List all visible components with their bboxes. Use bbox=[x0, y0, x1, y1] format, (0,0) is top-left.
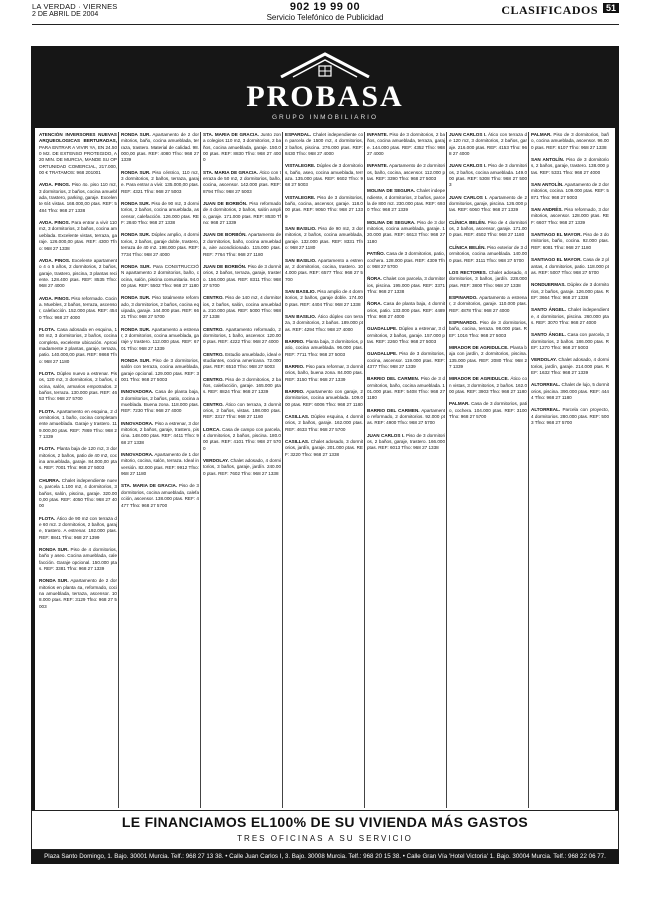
listing-heading: ALTORREAL. bbox=[531, 382, 561, 388]
listing-item bbox=[39, 327, 117, 365]
listing-item bbox=[203, 402, 281, 421]
listing-text: Apartamento de 2 dormitorios, cocina. 109.000 ptas. REF: 5871 Tfno: 968 27 5003 bbox=[531, 182, 609, 200]
listing-item bbox=[203, 352, 281, 371]
listing-item bbox=[449, 163, 527, 188]
listing-heading: AVDA. PINOS. bbox=[39, 295, 70, 301]
listing-item bbox=[121, 452, 199, 477]
listing-text: Piso de 3 dormitorios, 2 baños, terraza, garaje, trastero. 156.000 ptas. REF: 8311 Tfno: 968 27 5700 bbox=[203, 263, 281, 288]
listing-text: Apartamento de 2 dormitorios, garaje, piscina. 126.000 ptas. REF: 6060 Tfno: 968 27 1339 bbox=[449, 194, 527, 213]
listing-text: Dúplex amplio, 4 dormitorios, 2 baños, garaje doble, trastero, terraza de 40 m2. 198.000 ptas. REF: 7734 Tfno: 968 27 4000 bbox=[121, 232, 199, 257]
listing-heading: RONDA SUR. bbox=[121, 169, 151, 175]
listing-text: Piso de 3 dormitorios, baño, cocina amueblada. 101.000 ptas. REF: 5408 Tfno: 968 27 1180 bbox=[367, 376, 445, 401]
listing-heading: RONDA SUR. bbox=[121, 357, 151, 363]
listing-heading: CENTRO. bbox=[203, 401, 224, 407]
listing-item bbox=[531, 232, 609, 251]
listing-heading: JUAN DE BORBÓN. bbox=[203, 232, 247, 238]
listing-heading: ALTORREAL. bbox=[531, 407, 561, 413]
listing-text: Piso totalmente reformado, 3 dormitorios, 2 baños, cocina equipada, garaje. 144.000 ptas. REF: 6621 Tfno: 968 27 5700 bbox=[121, 295, 199, 320]
listing-text: Piso de 3 dormitorios, baño, cocina amueblada, ascensor. 96.000 ptas. REF: 6107 Tfno: 968 27 1338 bbox=[531, 132, 609, 150]
listing-heading: RONDA SUR. bbox=[121, 201, 151, 207]
listing-item bbox=[39, 516, 117, 541]
listing-heading: ÑORA. bbox=[367, 276, 382, 282]
listing-item bbox=[203, 132, 281, 164]
listing-item bbox=[121, 201, 199, 226]
listing-item bbox=[449, 245, 527, 264]
listing-item bbox=[367, 163, 445, 182]
listing-heading: SANTIAGO EL MAYOR. bbox=[531, 232, 582, 238]
newspaper-name: LA VERDAD · VIERNES bbox=[32, 2, 118, 11]
listing-heading: VERDOLAY. bbox=[203, 458, 229, 464]
listing-text: Piso de 3 dormitorios, cocina amueblada, garaje. 120.000 ptas. REF: 6613 Tfno: 968 27 1180 bbox=[367, 219, 445, 244]
listing-text: Chalet adosado, 4 dormitorios, jardín, garaje. 214.000 ptas. REF: 1632 Tfno: 968 27 1339 bbox=[531, 357, 609, 375]
listing-text: Parcela con proyecto, 4 dormitorios. 280.000 ptas. REF: 5003 Tfno: 968 27 5700 bbox=[531, 407, 609, 426]
listing-item bbox=[203, 295, 281, 320]
listing-text: Dúplex de 3 dormitorios, 2 baños, garaje. 126.000 ptas. REF: 3664 Tfno: 968 27 1338 bbox=[531, 282, 609, 300]
listing-text: PARA ENTRAR A VIVIR YA, EN 24.500 M2. DE EXTENSO PROTEGIDO, A 20 MIN. DE MURCIA, MANDE SU OPORTUNIDAD COMERCIAL, 217.000,00 € TRATAMOS: 968 201001 bbox=[39, 144, 117, 176]
listing-heading: RONDA SUR. bbox=[121, 326, 151, 332]
listing-item bbox=[531, 182, 609, 201]
listing-text: Ático con terraza, 3 dormitorios, 2 baños, vistas. 198.000 ptas. REF: 3317 Tfno: 968 27 1180 bbox=[203, 401, 281, 420]
listing-item bbox=[449, 320, 527, 339]
listing-text: Piso para reformar, 3 dormitorios, baño, buena zona. 84.000 ptas. REF: 3150 Tfno: 968 27 1339 bbox=[285, 363, 363, 382]
listing-text: Chalet adosado, 4 dormitorios, 3 baños, jardín. 228.000 ptas. REF: 3800 Tfno: 968 27 1338 bbox=[449, 269, 527, 288]
listing-column bbox=[449, 132, 527, 808]
listing-item bbox=[121, 264, 199, 289]
listing-item bbox=[367, 408, 445, 427]
listing-heading: MIRADOR DE AGRIDULCE. bbox=[449, 376, 509, 382]
listing-item bbox=[285, 258, 363, 283]
listing-item bbox=[367, 301, 445, 320]
listing-text: Piso de 3 dormitorios, cocina amueblada, calefacción, ascensor. 138.000 ptas. REF: 4477 Tfno: 968 27 5700 bbox=[121, 483, 199, 508]
listing-item bbox=[121, 327, 199, 352]
listing-item bbox=[285, 195, 363, 220]
listing-item bbox=[121, 389, 199, 414]
listing-text: Piso de 3 dormitorios, baño, cocina, terraza. 98.000 ptas. REF: 1016 Tfno: 968 27 5003 bbox=[449, 319, 527, 338]
listing-text: Ático de 90 m2 con terraza de 60 m2. 2 dormitorios, 2 baños, garaje, trastero. A estrenar. 192.000 ptas. REF: 8841 Tfno: 968 27 1399 bbox=[39, 515, 117, 540]
listing-text: Estudio amueblado, ideal estudiantes, cocina americana. 72.000 ptas. REF: 6510 Tfno: 968 27 5003 bbox=[203, 351, 281, 370]
listing-item bbox=[449, 132, 527, 157]
listing-item bbox=[203, 377, 281, 396]
listing-text: Piso reformado. Cocina. Muebles, 2 baños, terraza, ascensor, calefacción. 152.000 ptas. REF: 4540 Tfno: 968 27 4000 bbox=[39, 295, 117, 320]
listing-heading: STA. MARIA DE GRACIA. bbox=[203, 132, 259, 137]
listing-text: Apartamento de 1 dormitorio, cocina, salón, terraza. Ideal inversión. 82.000 ptas. REF: 9912 Tfno: 968 27 1180 bbox=[121, 452, 199, 477]
listing-heading: BARRIO. bbox=[285, 389, 305, 394]
banner-subtitle: TRES OFICINAS A SU SERVICIO bbox=[237, 834, 413, 843]
listing-item bbox=[285, 414, 363, 433]
listing-text: Apartamento de 2 dormitorios, baño, cocina amueblada, aire acondicionado. 115.000 ptas. REF: 7764 Tfno: 968 27 1180 bbox=[203, 232, 281, 257]
listing-heading: CENTRO. bbox=[203, 351, 224, 357]
listing-text: Casa de 3 dormitorios, patio, cochera. 104.000 ptas. REF: 3100 Tfno: 968 27 5700 bbox=[449, 401, 527, 420]
listing-text: Casa de 3 dormitorios, patio, cochera. 128.000 ptas. REF: 4309 Tfno: 968 27 5700 bbox=[367, 251, 445, 269]
listing-heading: SAN ANDRÉS. bbox=[531, 207, 563, 213]
listing-item bbox=[121, 232, 199, 257]
listing-item bbox=[449, 376, 527, 395]
logo-tagline: GRUPO INMOBILIARIO bbox=[271, 114, 379, 121]
listing-heading: GUADALUPE. bbox=[367, 351, 398, 357]
listing-item bbox=[367, 220, 445, 245]
listing-text: Apartamento a estrenar, 2 dormitorios, garaje. 110.000 ptas. REF: 4878 Tfno: 968 27 4000 bbox=[449, 294, 527, 313]
header-rule bbox=[32, 24, 619, 25]
listing-text: Chalet con parcela, 3 dormitorios, piscina. 195.000 ptas. REF: 3371 Tfno: 968 27 1338 bbox=[367, 276, 445, 294]
listing-item bbox=[531, 407, 609, 426]
listing-item bbox=[203, 458, 281, 477]
page-header bbox=[0, 0, 650, 26]
listing-heading: FLOTA. bbox=[39, 408, 56, 414]
listing-heading: ESPINARDO. bbox=[449, 294, 478, 300]
listing-text: Piso de 3 dormitorios, 2 baños, calefacción, garaje. 165.000 ptas. REF: 8824 Tfno: 968 27 1339 bbox=[203, 376, 281, 395]
listing-heading: INNOVADORA. bbox=[121, 452, 154, 458]
listing-item bbox=[285, 389, 363, 408]
listing-item bbox=[203, 170, 281, 195]
listing-heading: MOLINA DE SEGURA. bbox=[367, 188, 416, 194]
listing-text: Apartamento de 2 dormitorios, baño, cocina, ascensor. 112.000 ptas. REF: 3390 Tfno: 968 27 5003 bbox=[367, 163, 445, 182]
listing-text: Piso de 4 dormitorios, baño y aseo. Cocina amueblada, calefacción. Garaje opcional. 150.000 ptas. REF: 3381 Tfno: 968 27 1339 bbox=[39, 546, 117, 571]
listing-item bbox=[39, 132, 117, 176]
listing-heading: FLOTA. bbox=[39, 446, 56, 452]
listing-text: Chalet independiente, 4 dormitorios, 2 baños, parcela de 800 m2. 230.000 ptas. REF: 6930 Tfno: 968 27 1339 bbox=[367, 188, 445, 213]
listing-item bbox=[203, 327, 281, 346]
listing-text: Planta baja con jardín, 2 dormitorios, piscina. 135.000 ptas. REF: 2080 Tfno: 968 27 1339 bbox=[449, 344, 527, 369]
listing-item bbox=[531, 332, 609, 351]
listing-item bbox=[203, 264, 281, 289]
listing-heading: VISTALEGRE. bbox=[285, 194, 316, 200]
listing-item bbox=[531, 382, 609, 401]
listing-text: Piso de 3 dormitorios, cocina, ascensor. 119.000 ptas. REF: 4377 Tfno: 968 27 1339 bbox=[367, 351, 445, 369]
listing-item bbox=[531, 132, 609, 151]
listing-item bbox=[449, 401, 527, 420]
listing-heading: ATENCIÓN INVERSORES NUEVAS ARQUEOLOGICAS BERTURADAS, bbox=[39, 132, 117, 144]
listing-heading: ESPINARDO. bbox=[449, 319, 478, 325]
listing-heading: ESPARDAL. bbox=[285, 132, 312, 137]
banner-headline: LE FINANCIAMOS EL100% DE SU VIVIENDA MÁS GASTOS bbox=[121, 814, 529, 830]
listing-item bbox=[449, 270, 527, 289]
listing-heading: JUAN CARLOS I. bbox=[449, 132, 487, 137]
listing-text: Piso de 4 dormitorios, 2 baños, ascensor, garaje. 171.000 ptas. REF: 4502 Tfno: 968 27 1180 bbox=[449, 219, 527, 238]
listing-item bbox=[203, 232, 281, 257]
listing-heading: INNOVADORA. bbox=[121, 389, 154, 395]
listing-item bbox=[285, 339, 363, 358]
listing-heading: SAN BASILIO. bbox=[285, 313, 317, 319]
logo-area bbox=[31, 46, 619, 128]
listing-item bbox=[367, 132, 445, 157]
listing-heading: LORCA. bbox=[203, 426, 221, 432]
listing-text: Apartamento de 2 dormitorios en planta 4a, reformado, cocina amueblada, terraza, ascensor. 108.000 ptas. REF: 3129 Tfno: 968 27 5003 bbox=[39, 578, 117, 609]
listing-heading: BARRIO DEL CARMEN. bbox=[367, 376, 420, 382]
page-number: 51 bbox=[603, 3, 619, 13]
listing-text: Piso de 3 dormitorios, baño, cocina, ascensor, garaje. 118.000 ptas. REF: 9050 Tfno: 968 27 1339 bbox=[285, 194, 363, 219]
listing-heading: FLOTA. bbox=[39, 515, 56, 521]
listing-text: Apartamento de 2 dormitorios, baño, cocina amueblada, terraza, trastero. Material de calidad. 98.000,00 ptas. REF: 4080 Tfno: 968 27 1339 bbox=[121, 132, 199, 163]
listing-heading: RONDA SUR. bbox=[121, 132, 151, 137]
listing-heading: INFANTE. bbox=[367, 132, 388, 137]
listing-heading: RONDA SUR. bbox=[121, 232, 151, 238]
ads-service: Servicio Telefónico de Publicidad bbox=[266, 13, 384, 22]
listing-text: Apartamento en esquina, 2 dormitorios, 1 baño, cocina completamente amueblada. Garaje y trastero. 119.000,00 ptas. REF: 7869 Tfno: 968 27 1339 bbox=[39, 408, 117, 440]
listing-column bbox=[285, 132, 363, 808]
listing-text: Ático con terraza de 50 m2, 2 dormitorios, baño, cocina, ascensor. 142.000 ptas. REF: 8794 Tfno: 968 27 5003 bbox=[203, 169, 281, 194]
issue-date: 2 DE ABRIL DE 2004 bbox=[32, 11, 99, 18]
section-title: CLASIFICADOS bbox=[501, 3, 598, 17]
listing-item bbox=[121, 170, 199, 195]
listing-item bbox=[285, 163, 363, 188]
listing-text: Casa adosada en esquina, 180 m2, 3 dormitorios, 2 baños, cocina completa, excelente ubicación. Aproximadamente 2 plantas, garaje, terraza, patio. 140.000,00 ptas. REF: 9868 Tfno: 968 27 1180 bbox=[39, 326, 117, 364]
listing-text: Piso 4o. piso 110 m2, 3 dormitorios, 2 baños, cocina amueblada, trastero, parking, garaje. Excelente 6/4 vistas. 168.000,00 ptas. REF: 5484 Tfno: 968 27 1338 bbox=[39, 182, 117, 213]
listing-text: Piso de 90 m2, 3 dormitorios, 2 baños, cocina amueblada, garaje. 132.000 ptas. REF: 8331 Tfno: 968 27 1180 bbox=[285, 226, 363, 251]
listing-text: Piso de 3 dormitorios, 2 baños, garaje, trastero. 138.000 ptas. REF: 5331 Tfno: 968 27 4000 bbox=[531, 157, 609, 175]
listing-item bbox=[531, 307, 609, 326]
listing-heading: AVDA. PINOS. bbox=[39, 182, 71, 188]
listing-text: Apartamento a estrenar, 2 dormitorios, cocina amueblada, garaje y trastero. 112.000 ptas. REF: 6701 Tfno: 968 27 1339 bbox=[121, 326, 199, 351]
listing-heading: VISTALEGRE. bbox=[285, 163, 316, 169]
listing-heading: INFANTE. bbox=[367, 163, 388, 169]
listing-item bbox=[285, 364, 363, 383]
listing-text: Chalet independiente con parcela de 1500 m2, 4 dormitorios, 2 baños, piscina. 276.000 ptas. REF: 8430 Tfno: 968 27 4000 bbox=[285, 132, 363, 157]
listing-heading: JUAN CARLOS I. bbox=[449, 163, 487, 169]
listing-text: Casa de planta baja, 4 dormitorios, patio. 133.000 ptas. REF: 4489 Tfno: 968 27 4000 bbox=[367, 301, 445, 319]
listing-heading: MIRADOR DE AGRIDULCE. bbox=[449, 344, 509, 350]
listing-text: Piso de 140 m2, 4 dormitorios, 2 baños, salón, cocina amueblada. 210.000 ptas. REF: 5000 Tfno: 968 27 1338 bbox=[203, 295, 281, 320]
listing-text: Chalet adosado, 3 dormitorios, jardín, garaje. 201.000 ptas. REF: 3220 Tfno: 968 27 1338 bbox=[285, 439, 363, 457]
listing-text: Piso de 3 dormitorios, 2 baños, cocina amueblada, terraza, garaje. 144.000 ptas. REF: 4352 Tfno: 968 27 4000 bbox=[367, 132, 445, 157]
listing-text: Dúplex esquina, 4 dormitorios, 2 baños, garaje. 162.000 ptas. REF: 4633 Tfno: 968 27 5700 bbox=[285, 414, 363, 432]
listing-heading: INNOVADORA. bbox=[121, 420, 154, 426]
listing-heading: MOLINA DE SEGURA. bbox=[367, 219, 416, 225]
listing-heading: CLÍNICA BELÉN. bbox=[449, 244, 486, 250]
listing-text: Ático dúplex con terraza, 3 dormitorios, 2 baños. 189.000 ptas. REF: 4294 Tfno: 968 27 4000 bbox=[285, 313, 363, 332]
listing-item bbox=[367, 433, 445, 452]
listing-item bbox=[121, 132, 199, 164]
listing-column bbox=[531, 132, 609, 808]
listing-item bbox=[39, 371, 117, 403]
listing-text: Casa de planta baja, 3 dormitorios, 2 baños, patio, cocina amueblada. Buena zona. 118.000 ptas. REF: 7230 Tfno: 968 27 4000 bbox=[121, 389, 199, 414]
listing-text: Piso de 90 m2, 3 dormitorios, 2 baños, cocina amueblada, ascensor, calefacción. 126.000 ptas. REF: 2840 Tfno: 968 27 1338 bbox=[121, 201, 199, 226]
listing-item bbox=[39, 547, 117, 572]
listing-heading: SAN ANTOLÍN. bbox=[531, 157, 565, 163]
listing-heading: SANTO ÁNGEL. bbox=[531, 332, 566, 338]
listing-item bbox=[121, 358, 199, 383]
listing-item bbox=[285, 132, 363, 157]
listing-heading: PATIÑO. bbox=[367, 251, 385, 257]
listing-text: Piso reformado, 3 dormitorios, ascensor. 128.000 ptas. REF: 6607 Tfno: 968 27 1339 bbox=[531, 207, 609, 225]
listing-text: Chalet independiente nuevo, parcela 1.100 m2, 4 dormitorios, 3 baños, salón, piscina, garaje. 320.000,00 ptas. REF: 4050 Tfno: 968 27 4000 bbox=[39, 477, 117, 509]
listing-text: Casa con parcela, 3 dormitorios, 2 baños. 186.000 ptas. REF: 1270 Tfno: 968 27 5003 bbox=[531, 332, 609, 350]
listing-text: Piso céntrico, 110 m2, 3 dormitorios, 2 baños, terraza, garaje. Para entrar a vivir. 135.000,00 ptas. REF: 4321 Tfno: 968 27 5003 bbox=[121, 169, 199, 194]
roof-icon bbox=[279, 52, 371, 78]
listing-heading: JUAN DE BORBÓN. bbox=[203, 263, 247, 269]
listing-item bbox=[367, 376, 445, 401]
listing-heading: CHURRA. bbox=[39, 477, 61, 483]
office-addresses: Plaza Santo Domingo, 1. Bajo. 30001 Murcia. Telf.: 968 27 13 38. • Calle Juan Carlos I, 3. Bajo. 30008 Murcia. Telf.: 968 20 15 38. • Calle Gran Vía 'Hotel Victoria' 1. Bajo. 30004 Murcia. Telf.: 968 22 06 77. bbox=[31, 850, 619, 864]
listing-heading: SAN BASILIO. bbox=[285, 257, 317, 263]
listing-heading: SAN BASILIO. bbox=[285, 226, 317, 232]
listing-item bbox=[367, 276, 445, 295]
listing-heading: BARRIO. bbox=[285, 363, 305, 369]
listing-heading: ÑORA. bbox=[367, 301, 382, 307]
probasa-logo bbox=[231, 52, 419, 126]
listing-item bbox=[531, 207, 609, 226]
listing-item bbox=[285, 226, 363, 251]
column-divider bbox=[282, 132, 283, 808]
listing-column bbox=[121, 132, 199, 808]
listing-text: Para CONSTRUCCIÓN apartamento 2 dormitorios, baño, cocina, salón, piscina comunitaria. 94.000 ptas. REF: 5502 Tfno: 968 27 1180 bbox=[121, 263, 199, 288]
listing-heading: GUADALUPE. bbox=[367, 326, 398, 332]
listing-heading: PALMAR. bbox=[531, 132, 552, 137]
listing-heading: SANTO ÁNGEL. bbox=[531, 307, 567, 313]
column-divider bbox=[528, 132, 529, 808]
column-divider bbox=[364, 132, 365, 808]
listing-item bbox=[39, 409, 117, 441]
listing-heading: FLOTA. bbox=[39, 371, 56, 376]
column-divider bbox=[200, 132, 201, 808]
listing-item bbox=[39, 296, 117, 321]
listing-text: Piso exterior de 3 dormitorios, cocina amueblada. 140.000 ptas. REF: 3111 Tfno: 968 27 5700 bbox=[449, 244, 527, 263]
listing-text: Casa de 2 plantas, 4 dormitorios, patio. 118.000 ptas. REF: 5007 Tfno: 968 27 5700 bbox=[531, 257, 609, 275]
listing-text: Chalet adosado, 4 dormitorios, 3 baños, garaje, jardín. 240.000 ptas. REF: 7602 Tfno: 968 27 1338 bbox=[203, 458, 281, 476]
listing-item bbox=[449, 220, 527, 239]
listing-item bbox=[367, 251, 445, 270]
listing-heading: CENTRO. bbox=[203, 326, 224, 332]
listing-item bbox=[367, 188, 445, 213]
listing-heading: CASILLAS. bbox=[285, 439, 310, 445]
listing-heading: LOS RECTORES. bbox=[449, 269, 487, 275]
listing-heading: CENTRO. bbox=[203, 376, 224, 382]
listing-heading: BARRIO. bbox=[285, 338, 305, 344]
listing-column bbox=[367, 132, 445, 808]
listing-item bbox=[121, 483, 199, 508]
listing-item bbox=[121, 421, 199, 446]
listing-heading: NONDUERMAS. bbox=[531, 282, 566, 288]
listing-heading: BARRIO DEL CARMEN. bbox=[367, 407, 420, 413]
listing-item bbox=[285, 289, 363, 308]
listing-item bbox=[203, 201, 281, 226]
listing-item bbox=[39, 478, 117, 510]
column-divider bbox=[446, 132, 447, 808]
listing-heading: AVDA. PINOS. bbox=[39, 220, 70, 226]
listing-text: Para entrar a vivir 110 m2, 3 dormitorios, 2 baños, cocina amueblada. Excelente vistas, terraza, garaje. 126.000,00 ptas. REF: 4300 Tfno: 968 27 1338 bbox=[39, 220, 117, 251]
listing-text: Ático con vistas, 3 dormitorios, 2 baños. 162.000 ptas. REF: 3903 Tfno: 968 27 1180 bbox=[449, 376, 527, 394]
listing-item bbox=[449, 295, 527, 314]
listing-text: Chalet de lujo, 5 dormitorios, piscina. 390.000 ptas. REF: 4444 Tfno: 968 27 1180 bbox=[531, 382, 609, 400]
listing-text: Piso de 3 dormitorios, salón con terraza, cocina amueblada, garaje opcional. 129.000 ptas. REF: 3001 Tfno: 968 27 5003 bbox=[121, 357, 199, 382]
listing-text: Piso de 3 dormitorios, 2 baños, garaje, trastero. 166.000 ptas. REF: 6013 Tfno: 968 27 1338 bbox=[367, 432, 445, 451]
listing-heading: CENTRO. bbox=[203, 295, 224, 301]
listing-item bbox=[531, 357, 609, 376]
listing-item bbox=[39, 182, 117, 214]
listing-text: Apartamento reformado, 2 dormitorios. 92.000 ptas. REF: 4900 Tfno: 968 27 5700 bbox=[367, 407, 445, 426]
listing-heading: JUAN CARLOS I. bbox=[367, 432, 405, 438]
listing-item bbox=[531, 157, 609, 176]
listing-text: Piso de 3 dormitorios, baño, cocina. 92.000 ptas. REF: 6081 Tfno: 968 27 1180 bbox=[531, 232, 609, 250]
listing-item bbox=[531, 282, 609, 301]
listing-heading: STA. MARIA DE GRACIA. bbox=[121, 483, 178, 489]
listing-item bbox=[39, 578, 117, 610]
listing-text: Dúplex a estrenar, 3 dormitorios, 2 baños, garaje. 157.000 ptas. REF: 2260 Tfno: 968 27 5003 bbox=[367, 326, 445, 344]
listing-item bbox=[39, 258, 117, 290]
listing-text: Dúplex de 3 dormitorios, baño, aseo, cocina amueblada, terraza. 135.000 ptas. REF: 6602 Tfno: 968 27 5003 bbox=[285, 163, 363, 188]
listing-item bbox=[285, 439, 363, 458]
listing-heading: RONDA SUR. bbox=[121, 295, 151, 301]
listing-item bbox=[449, 195, 527, 214]
listing-heading: CASILLAS. bbox=[285, 414, 310, 420]
listing-text: Apartamento a estrenar, 2 dormitorios, cocina, trastero. 104.000 ptas. REF: 6577 Tfno: 968 27 5700 bbox=[285, 257, 363, 282]
listing-heading: SAN BASILIO. bbox=[285, 288, 316, 294]
listing-item bbox=[203, 427, 281, 452]
listing-text: Excelente apartamento 4 o 5 años, 2 dormitorios, 2 baños, garaje, trastero, piscina, 3 plantas reciente. 128.400 ptas. REF: 8535 Tfno: 968 27 4000 bbox=[39, 257, 117, 289]
listing-text: Planta baja, 3 dormitorios, patio, cocina amueblada. 96.000 ptas. REF: 7711 Tfno: 968 27 5003 bbox=[285, 338, 363, 357]
listing-heading: FLOTA. bbox=[39, 326, 56, 332]
ads-phone: 902 19 99 00 bbox=[289, 1, 361, 13]
listing-text: Dúplex nuevo a estrenar. Pisos, 120 m2, 3 dormitorios, 2 baños, cocina, salón, armarios empotrados. 2 baños, terraza. 130.000 ptas. REF: 4653 Tfno: 968 27 5700 bbox=[39, 371, 117, 402]
listing-heading: VERDOLAY. bbox=[531, 357, 557, 363]
listing-heading: RONDA SUR. bbox=[39, 578, 69, 584]
listing-item bbox=[39, 446, 117, 471]
listing-heading: SANTIAGO EL MAYOR. bbox=[531, 257, 582, 263]
column-divider bbox=[118, 132, 119, 808]
listing-heading: AVDA. PINOS. bbox=[39, 257, 71, 263]
listing-item bbox=[39, 220, 117, 252]
listing-heading: PALMAR. bbox=[449, 401, 470, 407]
listing-item bbox=[531, 257, 609, 276]
listing-column bbox=[39, 132, 117, 808]
financing-banner bbox=[31, 810, 619, 850]
listing-heading: RONDA SUR. bbox=[121, 263, 151, 269]
listing-heading: SAN ANTOLÍN. bbox=[531, 182, 564, 188]
listing-item bbox=[367, 351, 445, 370]
listing-heading: STA. MARIA DE GRACIA. bbox=[203, 169, 258, 175]
listing-text: Piso amplio de 4 dormitorios, 2 baños, garaje doble. 174.000 ptas. REF: 4404 Tfno: 968 27 1338 bbox=[285, 288, 363, 307]
listing-item bbox=[285, 314, 363, 333]
listing-text: Apartamento con garaje, 2 dormitorios, cocina amueblada. 109.000 ptas. REF: 6006 Tfno: 968 27 1180 bbox=[285, 389, 363, 407]
listing-text: Chalet independiente, 4 dormitorios, piscina. 260.000 ptas. REF: 3070 Tfno: 968 27 4000 bbox=[531, 307, 609, 325]
listing-heading: RONDA SUR. bbox=[39, 546, 69, 552]
listing-text: Piso de 3 dormitorios, 2 baños, cocina amueblada. 149.000 ptas. REF: 5308 Tfno: 968 27 5003 bbox=[449, 163, 527, 188]
logo-name: PROBASA bbox=[246, 80, 404, 113]
listing-text: Piso reformado de 4 dormitorios, 2 baños, salón amplio, garaje. 171.000 ptas. REF: 8530 Tfno: 968 27 1339 bbox=[203, 201, 281, 226]
listing-column bbox=[203, 132, 281, 808]
listing-heading: CLÍNICA BELÉN. bbox=[449, 219, 486, 225]
listing-text: Ático con terraza de 120 m2, 3 dormitorios, 2 baños, garaje. 216.000 ptas. REF: 4153 Tfno: 968 27 4000 bbox=[449, 132, 527, 157]
listing-item bbox=[121, 295, 199, 320]
listing-text: Planta baja de 120 m2, 3 dormitorios, 2 baños, patio de 40 m2, cocina amueblada, garaje. 84.000,00 ptas. REF: 7001 Tfno: 968 27 5003 bbox=[39, 446, 117, 471]
listing-heading: JUAN DE BORBÓN. bbox=[203, 201, 248, 207]
listing-text: Apartamento reformado, 2 dormitorios, 1 baño, ascensor. 120.000 ptas. REF: 4222 Tfno: 968 27 4000 bbox=[203, 326, 281, 345]
listing-item bbox=[449, 345, 527, 370]
listing-text: Junto zona colegios 110 m2, 3 dormitorios, 2 baños, cocina amueblada, garaje. 150.000 ptas. REF: 8830 Tfno: 968 27 4000 bbox=[203, 132, 281, 163]
listing-heading: JUAN CARLOS I. bbox=[449, 194, 488, 200]
listing-text: Casa de campo con parcela, 4 dormitorios, 2 baños, piscina. 180.000 ptas. REF: 4101 Tfno: 968 27 5700 bbox=[203, 426, 281, 451]
listing-item bbox=[367, 326, 445, 345]
listing-text: Piso a estrenar, 3 dormitorios, 2 baños, garaje, trastero, piscina. 148.000 ptas. REF: 4411 Tfno: 968 27 1338 bbox=[121, 420, 199, 445]
